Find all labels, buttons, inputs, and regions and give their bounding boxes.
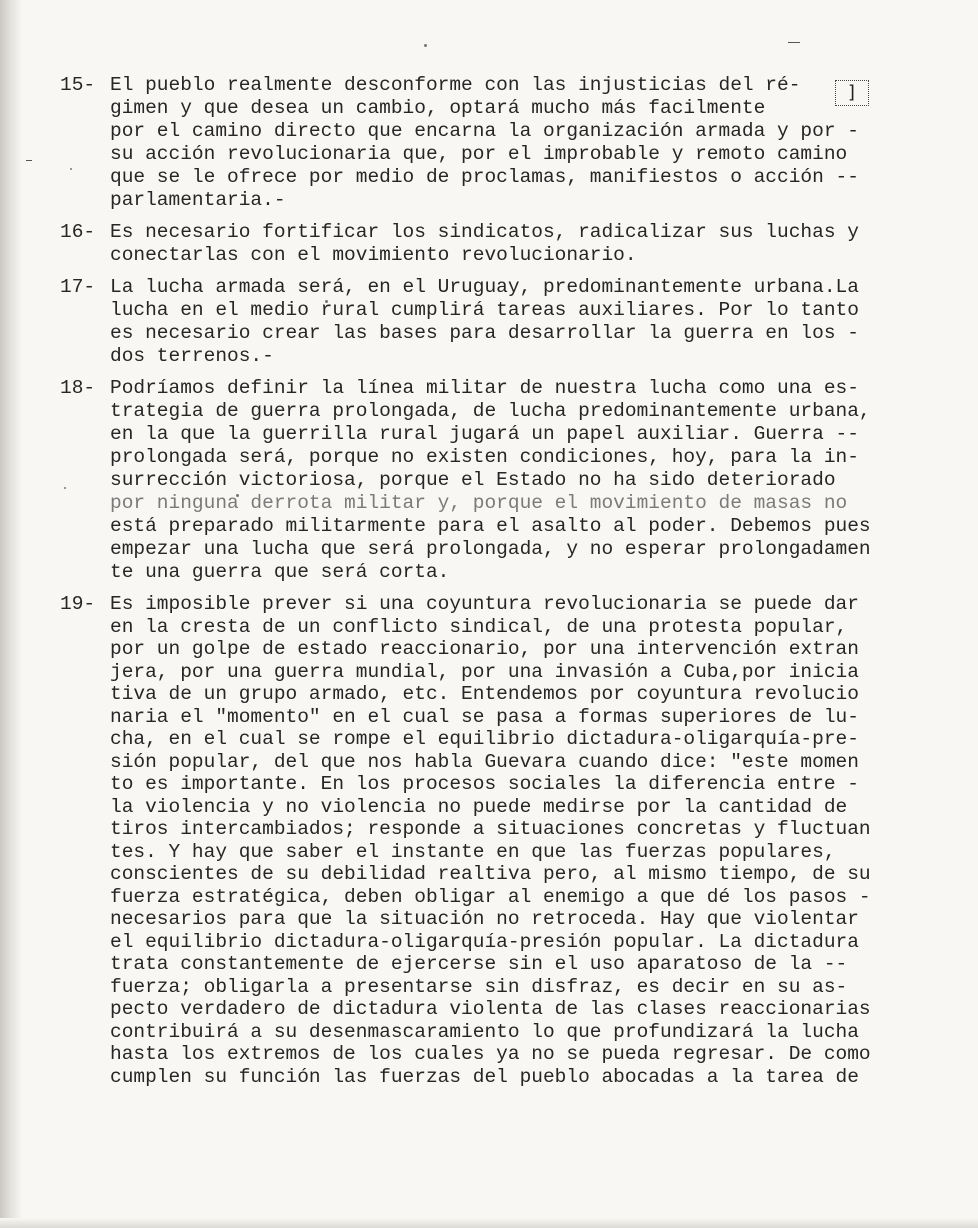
text-line: tes. Y hay que saber el instante en que las fuerzas populares, [110,840,836,863]
text-line: jera, por una guerra mundial, por una invasión a Cuba,por inicia [110,660,859,683]
item-text [110,593,890,1088]
text-line: su acción revolucionaria que, por el improbable y remoto camino [110,143,848,165]
list-item [0,276,978,368]
item-number: 15- [60,74,96,96]
text-line: La lucha armada será, en el Uruguay, predominantemente urbana.La [110,276,859,298]
stamp-mark: ] [835,80,869,106]
item-number: 16- [60,221,96,243]
text-line: surrección victoriosa, porque el Estado no ha sido deteriorado [110,469,836,491]
text-line: naria el "momento" en el cual se pasa a formas superiores de lu- [110,705,859,728]
text-line: trategia de guerra prolongada, de lucha predominantemente urbana, [110,400,871,422]
text-line: fuerza estratégica, deben obligar al enemigo a que dé los pasos - [110,885,871,908]
text-line: to es importante. En los procesos sociales la diferencia entre - [110,773,859,795]
text-line: Es necesario fortificar los sindicatos, radicalizar sus luchas y [110,221,859,243]
list-item [0,221,978,267]
text-line: es necesario crear las bases para desarrollar la guerra en los - [110,322,859,344]
numbered-list [0,74,978,1097]
text-line: está preparado militarmente para el asalto al poder. Debemos pues [110,515,871,537]
text-line: cha, en el cual se rompe el equilibrio dictadura-oligarquía-pre- [110,728,859,750]
text-line: la violencia y no violencia no puede medirse por la cantidad de [110,795,848,818]
item-text [110,74,890,212]
text-line: te una guerra que será corta. [110,561,450,583]
text-line: Es imposible prever si una coyuntura revolucionaria se puede dar [110,593,859,615]
text-line: en la cresta de un conflicto sindical, de una protesta popular, [110,615,848,638]
text-line: necesarios para que la situación no retroceda. Hay que violentar [110,908,859,930]
text-line: El pueblo realmente desconforme con las injusticias del ré- [110,74,801,96]
text-line: sión popular, del que nos habla Guevara cuando dice: "este momen [110,750,859,773]
list-item [0,377,978,584]
item-text [110,276,890,368]
item-text [110,221,890,267]
scan-bottom-shadow [0,1218,978,1228]
item-number: 18- [60,377,96,399]
text-line: lucha en el medio rural cumplirá tareas auxiliares. Por lo tanto [110,299,859,321]
text-line: parlamentaria.- [110,189,286,211]
text-line: cumplen su función las fuerzas del pueblo abocadas a la tarea de [110,1065,859,1088]
item-number: 19- [60,593,96,615]
list-item [0,593,978,1088]
item-number: 17- [60,276,96,298]
text-line: por un golpe de estado reaccionario, por una intervención extran [110,638,859,660]
text-line: Podríamos definir la línea militar de nuestra lucha como una es- [110,377,859,399]
scan-speck [424,44,427,47]
text-line: trata constantemente de ejercerse sin el uso aparatoso de la -- [110,953,848,975]
text-line: gimen y que desea un cambio, optará mucho más facilmente [110,97,766,119]
text-line: contribuirá a su desenmascaramiento lo que profundizará la lucha [110,1020,859,1043]
text-line: tiva de un grupo armado, etc. Entendemos por coyuntura revolucio [110,683,859,705]
text-line: en la que la guerrilla rural jugará un papel auxiliar. Guerra -- [110,423,859,445]
text-line: pecto verdadero de dictadura violenta de las clases reaccionarias [110,998,871,1020]
item-text [110,377,890,584]
text-line: que se le ofrece por medio de proclamas, manifiestos o acción -- [110,166,859,188]
text-line: tiros intercambiados; responde a situaciones concretas y fluctuan [110,818,871,840]
scan-mark [788,42,800,43]
text-line: por el camino directo que encarna la organización armada y por - [110,120,859,142]
list-item [0,74,978,212]
text-line: fuerza; obligarla a presentarse sin disfraz, es decir en su as- [110,975,848,998]
text-line: dos terrenos.- [110,345,274,367]
text-line: por ninguna derrota militar y, porque el movimiento de masas no [110,492,848,514]
text-line: empezar una lucha que será prolongada, y no esperar prolongadamen [110,538,871,560]
text-line: conectarlas con el movimiento revolucionario. [110,244,637,266]
text-line: el equilibrio dictadura-oligarquía-presión popular. La dictadura [110,930,859,953]
text-line: conscientes de su debilidad realtiva pero, al mismo tiempo, de su [110,863,871,885]
text-line: prolongada será, porque no existen condiciones, hoy, para la in- [110,446,859,468]
text-line: hasta los extremos de los cuales ya no se pueda regresar. De como [110,1043,871,1065]
